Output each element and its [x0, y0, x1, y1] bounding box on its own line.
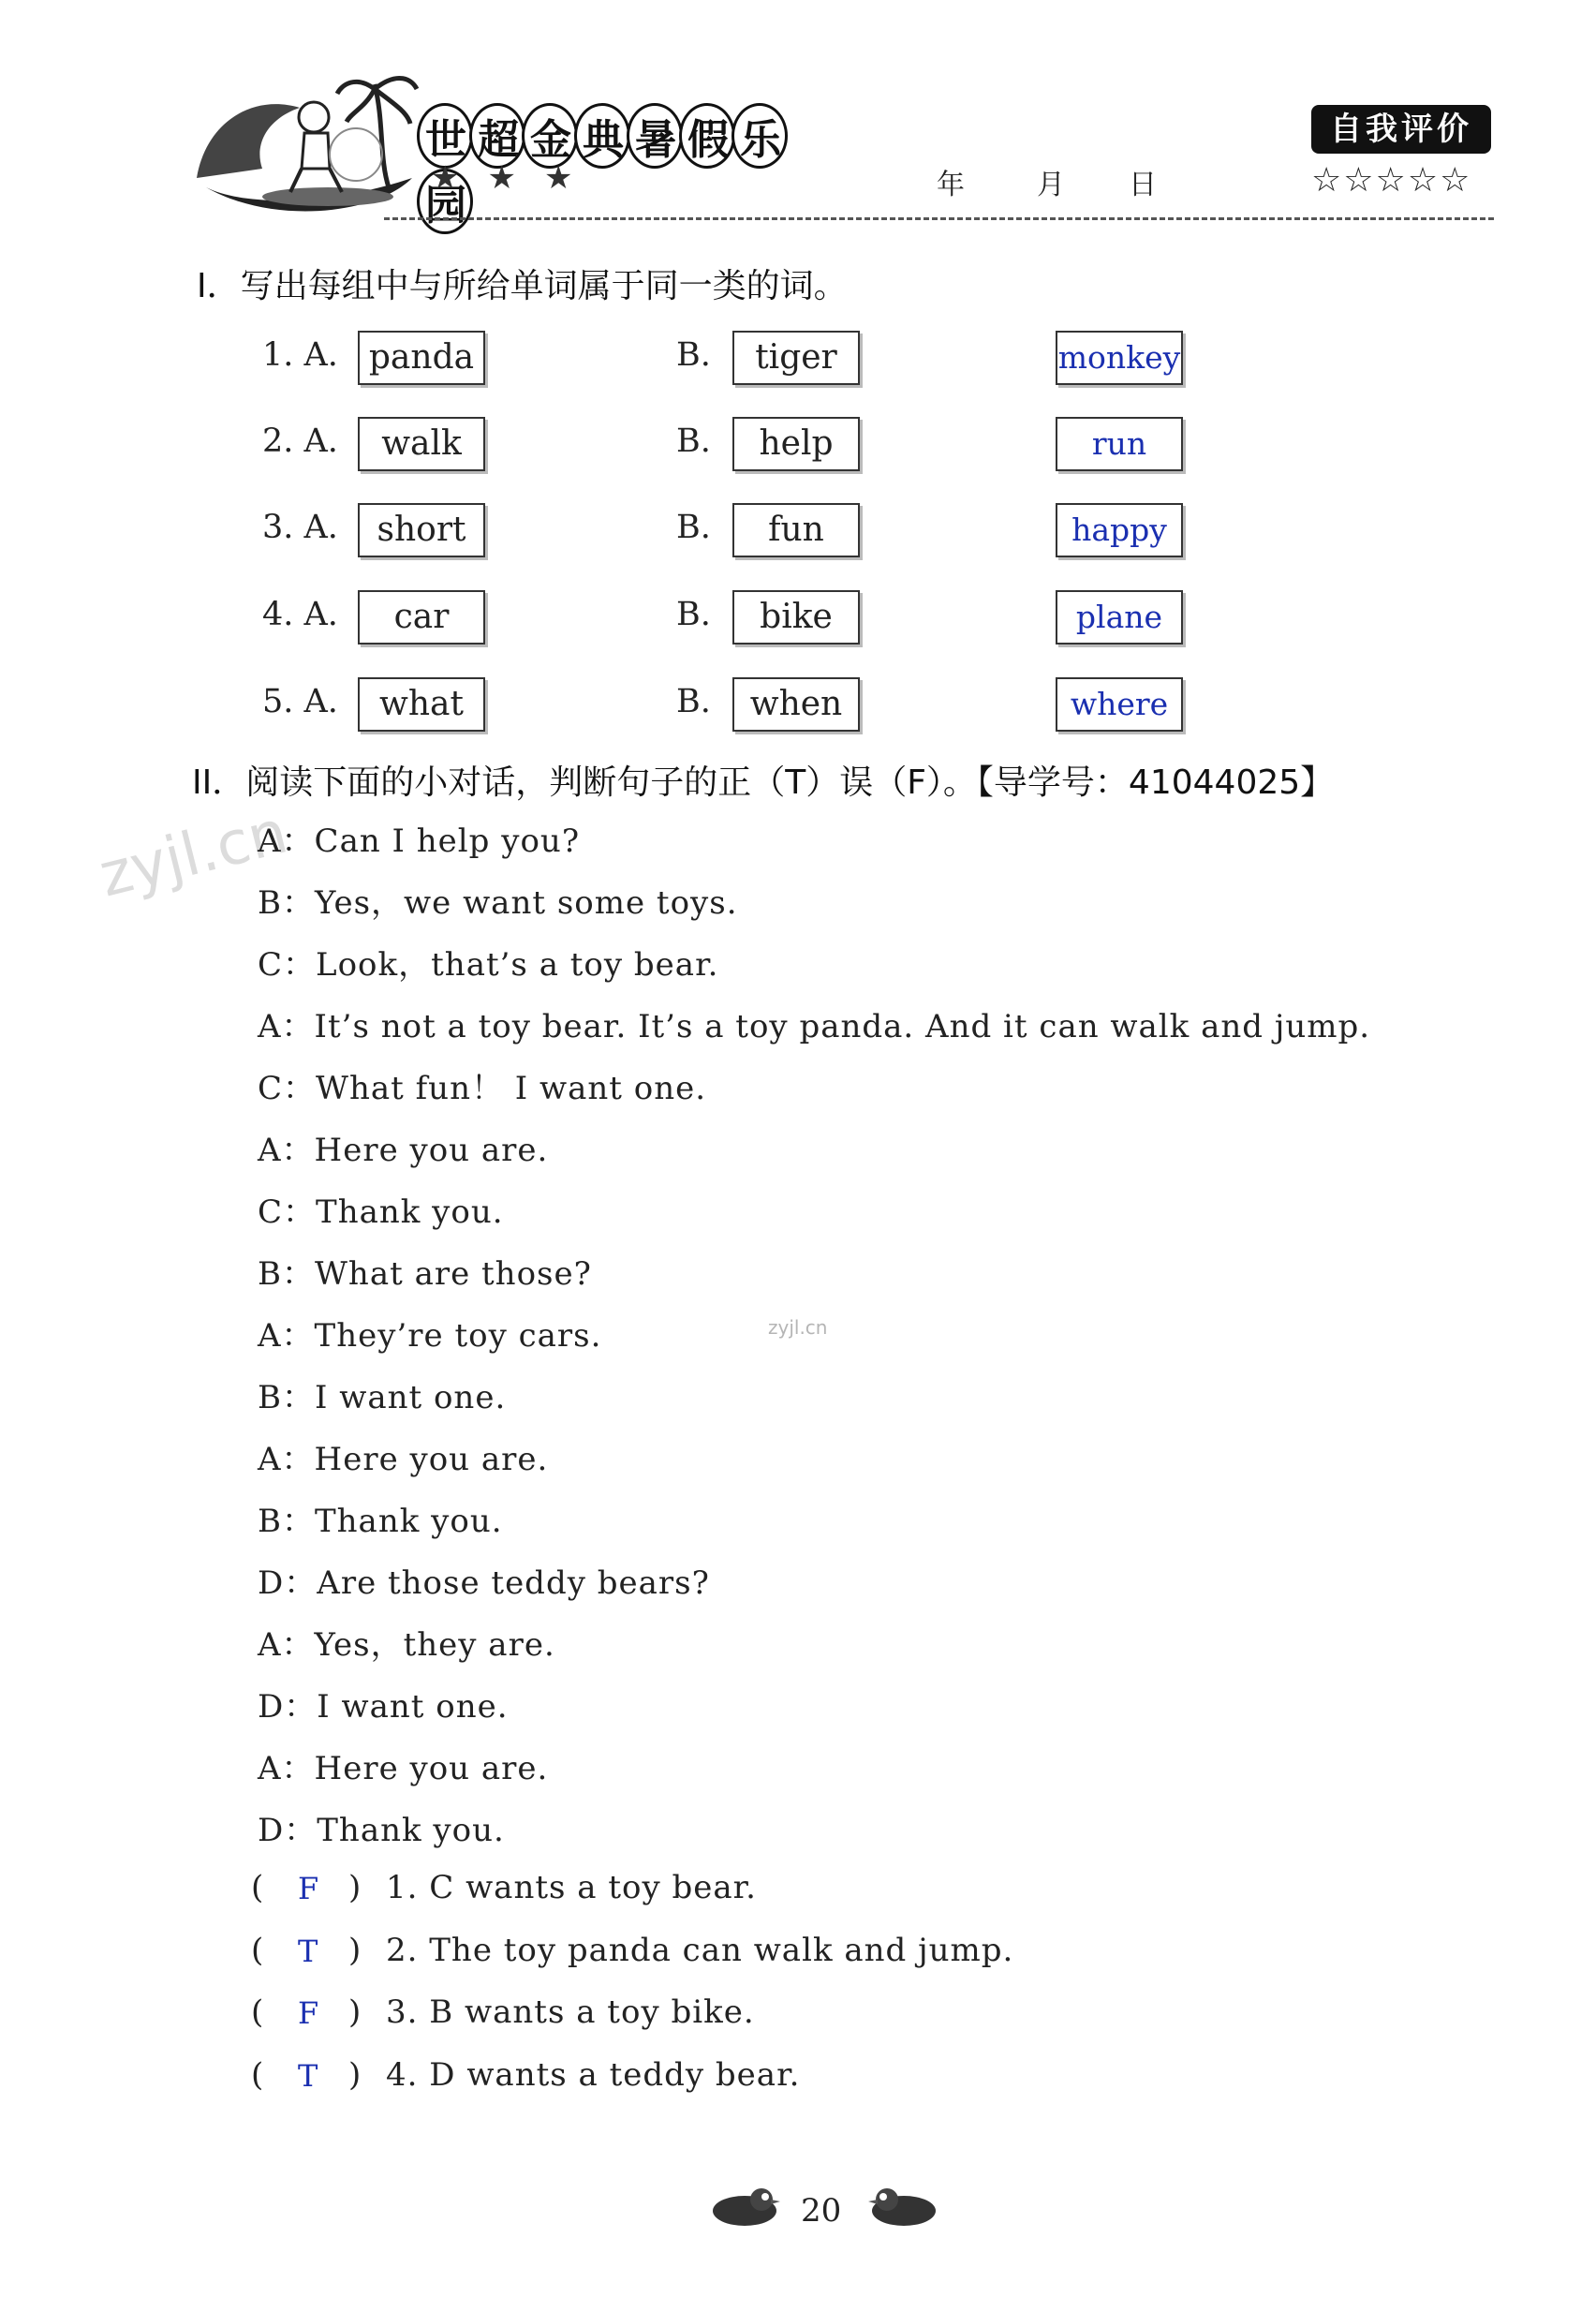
word-b-box: help	[732, 417, 860, 471]
question-text: 2. The toy panda can walk and jump.	[386, 1932, 1014, 1969]
answer-box[interactable]: monkey	[1056, 331, 1183, 385]
word-a-box: short	[358, 503, 485, 557]
item-b-label: B.	[676, 683, 711, 720]
tf-answer[interactable]: F	[298, 1871, 319, 1906]
surfer-illustration	[187, 66, 431, 225]
item-number: 3. A.	[262, 509, 338, 546]
dialogue-line: D：I want one.	[258, 1688, 509, 1726]
bird-icon	[866, 2183, 941, 2230]
title-char: 暑	[627, 103, 683, 169]
answer-box[interactable]: run	[1056, 417, 1183, 471]
date-year-label: 年	[937, 169, 965, 201]
decorative-stars: ★★★	[431, 159, 601, 197]
dialogue-line: D：Thank you.	[258, 1812, 505, 1849]
paren-open: (	[251, 1932, 265, 1969]
question-text: 1. C wants a toy bear.	[386, 1869, 757, 1906]
answer-box[interactable]: where	[1056, 677, 1183, 732]
tf-answer[interactable]: T	[298, 2058, 318, 2094]
dialogue-line: A：Can I help you?	[258, 822, 581, 860]
word-b-box: fun	[732, 503, 860, 557]
dialogue-line: A：Yes，they are.	[258, 1626, 555, 1664]
title-char: 超	[469, 103, 525, 169]
section-2-title: II．阅读下面的小对话，判断句子的正（T）误（F）。【导学号：41044025】	[192, 763, 1335, 802]
dialogue-line: B：Yes，we want some toys.	[258, 884, 738, 922]
rating-stars[interactable]: ☆☆☆☆☆	[1311, 161, 1472, 200]
item-number: 1. A.	[262, 336, 338, 374]
dialogue-line: B：What are those?	[258, 1255, 592, 1293]
series-logo	[187, 66, 805, 230]
paren-close: )	[348, 1869, 362, 1906]
watermark: zyjl.cn	[768, 1316, 828, 1339]
date-day-label: 日	[1129, 169, 1157, 201]
title-char: 世	[417, 103, 473, 169]
item-b-label: B.	[676, 596, 711, 633]
dialogue-line: C：Thank you.	[258, 1193, 504, 1231]
item-number: 5. A.	[262, 683, 338, 720]
dialogue-line: C：Look，that’s a toy bear.	[258, 946, 719, 984]
paren-close: )	[348, 1993, 362, 2031]
word-b-box: bike	[732, 590, 860, 645]
answer-box[interactable]: plane	[1056, 590, 1183, 645]
answer-box[interactable]: happy	[1056, 503, 1183, 557]
word-a-box: walk	[358, 417, 485, 471]
title-char: 金	[522, 103, 578, 169]
page-number: 20	[801, 2192, 842, 2230]
tf-answer[interactable]: F	[298, 1995, 319, 2031]
dialogue-line: A：Here you are.	[258, 1441, 549, 1478]
title-char: 乐	[732, 103, 788, 169]
date-month-label: 月	[1037, 169, 1065, 201]
word-a-box: panda	[358, 331, 485, 385]
item-number: 2. A.	[262, 422, 338, 460]
dialogue-line: A：They’re toy cars.	[258, 1317, 602, 1355]
dialogue-line: A：Here you are.	[258, 1132, 549, 1169]
word-b-box: when	[732, 677, 860, 732]
title-char: 假	[679, 103, 735, 169]
paren-close: )	[348, 2056, 362, 2094]
dialogue-line: B：I want one.	[258, 1379, 507, 1416]
paren-open: (	[251, 1869, 265, 1906]
word-a-box: what	[358, 677, 485, 732]
dialogue-line: A：It’s not a toy bear. It’s a toy panda. And it can walk and jump.	[258, 1008, 1371, 1045]
item-b-label: B.	[676, 422, 711, 460]
question-text: 4. D wants a teddy bear.	[386, 2056, 801, 2094]
bird-icon	[707, 2183, 782, 2230]
word-a-box: car	[358, 590, 485, 645]
item-b-label: B.	[676, 509, 711, 546]
dialogue-line: A：Here you are.	[258, 1750, 549, 1787]
item-number: 4. A.	[262, 596, 338, 633]
paren-close: )	[348, 1932, 362, 1969]
paren-open: (	[251, 2056, 265, 2094]
header-divider	[384, 217, 1494, 220]
dialogue-line: B：Thank you.	[258, 1503, 503, 1540]
section-1-title: I．写出每组中与所给单词属于同一类的词。	[197, 267, 848, 305]
word-b-box: tiger	[732, 331, 860, 385]
dialogue-line: D：Are those teddy bears?	[258, 1564, 710, 1602]
tf-answer[interactable]: T	[298, 1934, 318, 1969]
dialogue-line: C：What fun！ I want one.	[258, 1070, 707, 1107]
self-evaluation-label: 自我评价	[1311, 105, 1491, 154]
question-text: 3. B wants a toy bike.	[386, 1993, 755, 2031]
paren-open: (	[251, 1993, 265, 2031]
title-char: 园	[417, 169, 473, 234]
item-b-label: B.	[676, 336, 711, 374]
title-char: 典	[574, 103, 630, 169]
watermark: zyjl.cn	[93, 797, 295, 911]
